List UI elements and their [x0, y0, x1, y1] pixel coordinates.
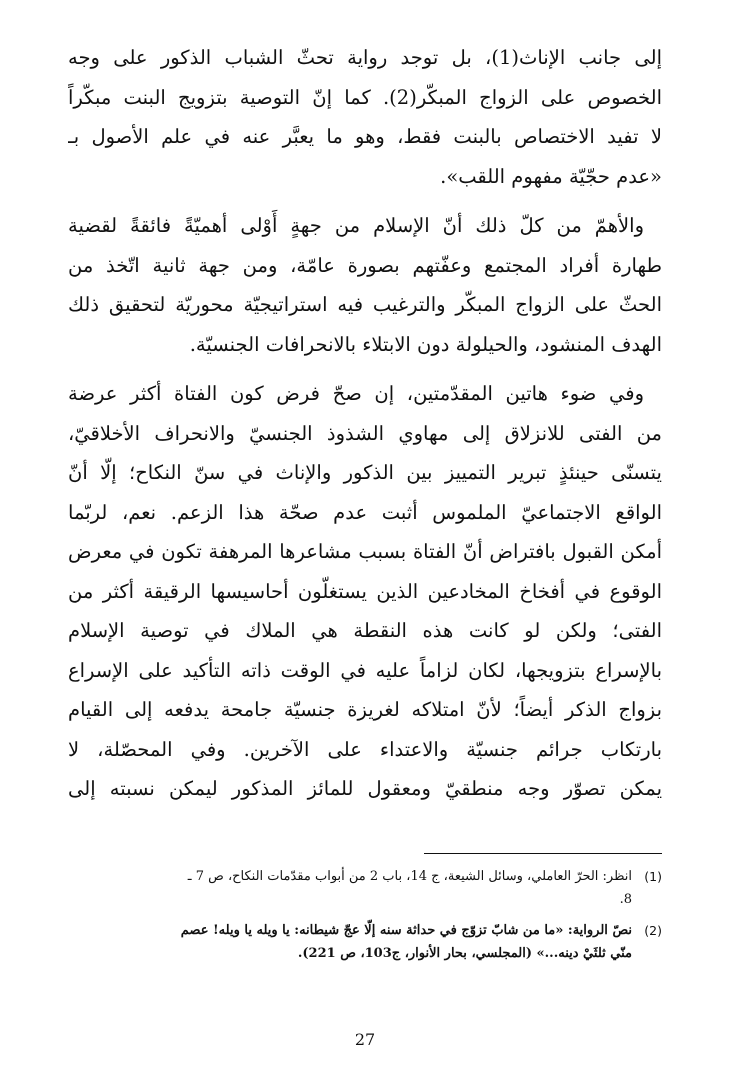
footnote-number: (1) — [644, 869, 662, 884]
footnote-separator — [424, 853, 662, 854]
text-line: إلى جانب الإناث(1)، بل توجد رواية تحثّ الشباب الذكور على وجه — [68, 46, 662, 69]
text-line: الفتى؛ ولكن لو كانت هذه النقطة هي الملاك في توصية الإسلام — [68, 619, 662, 642]
paragraph-3 — [68, 374, 662, 809]
text-line: طهارة أفراد المجتمع وعفّتهم بصورة عامّة، ومن جهة ثانية اتّخذ من — [68, 253, 662, 277]
paragraph-gap — [68, 364, 662, 374]
paragraph-2 — [68, 206, 662, 364]
footnote-body — [68, 919, 632, 965]
footnote-body — [68, 865, 632, 911]
text-line: بزواج الذكر أيضاً؛ لأنّ امتلاكه لغريزة جنسيّة جامحة يدفعه إلى القيام — [68, 698, 662, 721]
text-line: بارتكاب جرائم جنسيّة والاعتداء على الآخرين. وفي المحصّلة، لا — [68, 737, 662, 761]
text-line: «عدم حجّيّة مفهوم اللقب». — [440, 164, 662, 188]
footnote-line: نصّ الرواية: «ما من شابّ تزوّج في حداثة سنه إلّا عجّ شيطانه: يا ويله يا ويله! عصم — [180, 923, 632, 938]
text-line: من الفتى للانزلاق إلى مهاوي الشذوذ الجنسيّ والانحراف الأخلاقيّ، — [68, 421, 662, 445]
text-line: الخصوص على الزواج المبكّر(2). كما إنّ التوصية بتزويج البنت مبكّراً — [68, 85, 662, 109]
paragraph-1 — [68, 38, 662, 196]
text-line: الهدف المنشود، والحيلولة دون الابتلاء بالانحرافات الجنسيّة. — [189, 332, 662, 356]
main-text — [68, 38, 662, 809]
text-line: أمكن القبول بافتراض أنّ الفتاة بسبب مشاعرها المرهفة تكون في معرض — [68, 540, 662, 563]
footnotes — [68, 865, 662, 973]
text-line: وفي ضوء هاتين المقدّمتين، إن صحّ فرض كون الفتاة أكثر عرضة — [68, 382, 644, 405]
footnote-line: انظر: الحرّ العاملي، وسائل الشيعة، ج 14، باب 2 من أبواب مقدّمات النكاح، ص 7 ـ — [187, 869, 632, 884]
footnote-2 — [68, 919, 662, 965]
text-line: الواقع الاجتماعيّ الملموس أثبت عدم صحّة هذا الزعم. نعم، لربّما — [68, 500, 662, 524]
page-number: 27 — [354, 1030, 376, 1049]
text-line: بالإسراع بتزويجها، لكان لزاماً عليه في الوقت ذاته التأكيد على الإسراع — [68, 658, 662, 682]
text-line: يتسنّى حينئذٍ تبرير التمييز بين الذكور والإناث في سنّ النكاح؛ إلّا أنّ — [68, 461, 662, 484]
paragraph-gap — [68, 196, 662, 206]
footnote-line: منّي ثلثَيْ دينه...» (المجلسي، بحار الأنوار، ج103، ص 221). — [297, 946, 632, 961]
text-line: لا تفيد الاختصاص بالبنت فقط، وهو ما يعبَّر عنه في علم الأصول بـ — [68, 125, 662, 148]
footnote-number: (2) — [644, 923, 662, 938]
footnote-1 — [68, 865, 662, 911]
text-line: والأهمّ من كلّ ذلك أنّ الإسلام من جهةٍ أَوْلى أهميّةً فائقةً لقضية — [68, 214, 644, 237]
footnote-line: 8. — [619, 892, 632, 907]
text-line: الوقوع في أفخاخ المخادعين الذين يستغلّون أحاسيسها الرقيقة أكثر من — [68, 579, 662, 603]
text-line: الحثّ على الزواج المبكّر والترغيب فيه استراتيجيّة محوريّة لتحقيق ذلك — [68, 293, 662, 316]
text-line: يمكن تصوّر وجه منطقيّ ومعقول للمائز المذكور ليمكن نسبته إلى — [68, 777, 662, 800]
